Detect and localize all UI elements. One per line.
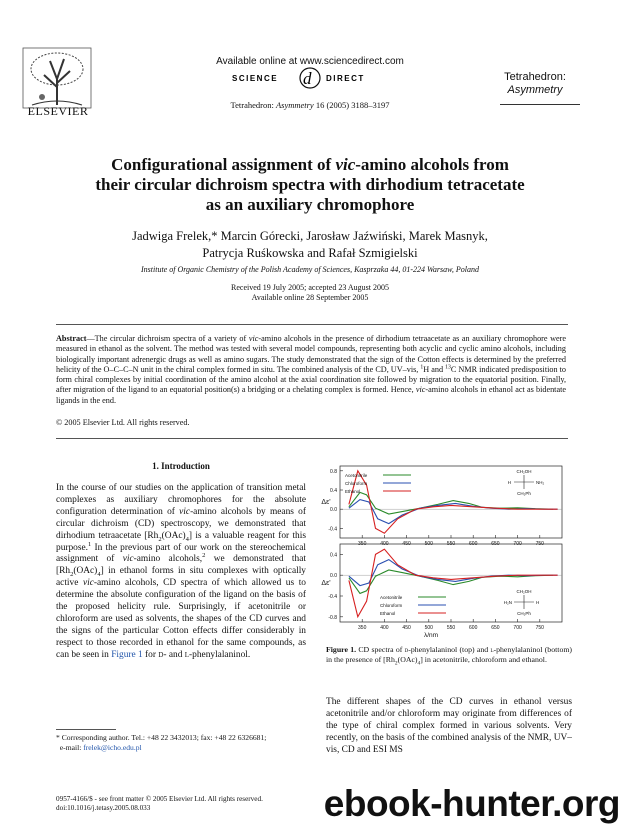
article-dates: Received 19 July 2005; accepted 23 August 2005 Available online 28 September 2005 [231,283,389,302]
sciencedirect-logo [230,66,390,90]
struct-top-group: CH₂OH [516,469,532,474]
article-title: Configurational assignment of vic-amino alcohols from their circular dichroism spectra with dirhodium tetracetate as an auxiliary chromophore [95,155,525,214]
x-tick-label: 500 [424,541,433,547]
x-tick-label: 400 [380,625,389,631]
y-tick-label: 0.4 [330,552,337,559]
publisher-name: ELSEVIER [27,104,89,118]
abstract-bottom-rule [56,438,568,439]
footnote-rule [56,729,116,730]
x-tick-label: 350 [358,625,367,631]
x-tick-label: 750 [535,541,544,547]
struct-bottom-group: CH₂Ph [517,491,531,496]
introduction-paragraph: In the course of our studies on the application of transition metal complexes as auxiliary chromophores for the absolute configuration determination of vic-amino alcohols by means of circular dichroism (CD) spectroscopy, we demonstrated that dirhodium tetraacetate $[Rh_2(OAc)_4]$ is a valuable reagent for this purpose.$^1$ In the previous part of our work on the stereochemical assignment of vic-amino alcohols,$^2$ we demonstrated that $[Rh_2(OAc)_4]$ in ethanol forms in situ complexes with optically active vic-amino alcohols, CD spectra of which allowed us to determine the absolute configuration of the ligand on the basis of the proposed helicity rule. Surprisingly, if acetonitrile or chloroform are used as solvents, the shapes of the CD curves and the signs of the particular Cotton effects differ considerably in respect to those recorded in ethanol for the same compounds, as can be seen in Figure 1 for d- and l-phenylalaninol. [56,483,306,660]
figure-1-link[interactable]: Figure 1 [111,649,143,660]
plot-frame [340,466,562,538]
x-tick-label: 650 [491,541,500,547]
x-tick-label: 450 [402,625,411,631]
y-tick-label: 0.8 [330,468,337,475]
y-tick-label: -0.8 [328,614,337,621]
y-tick-label: -0.4 [328,526,337,533]
struct-top-group: CH₂OH [516,589,532,594]
x-tick-label: 600 [469,625,478,631]
series-line-chloroform [349,500,558,524]
x-tick-label: 750 [535,625,544,631]
x-tick-label: 600 [469,541,478,547]
figure-caption: Figure 1. CD spectra of d-phenylalaninol (top) and l-phenylalaninol (bottom) in the presence of $[Rh_2(OAc)_4]$ in acetonitrile, chloroform and ethanol. [326,645,572,667]
x-tick-label: 500 [424,625,433,631]
author-list: Jadwiga Frelek,* Marcin Górecki, Jarosław Jaźwiński, Marek Masnyk, Patrycja Ruśkowska and Rafał Szmigielski [132,229,488,260]
x-tick-label: 650 [491,625,500,631]
svg-text:d: d [303,69,312,88]
struct-right-group: NH₂ [536,480,545,485]
cd-spectrum-l-phenylalaninol [320,540,570,640]
sd-left-text: SCIENCE [232,74,279,83]
available-online: Available online at www.sciencedirect.com [216,56,404,67]
journal-divider [500,104,580,105]
sd-right-text: DIRECT [326,74,365,83]
author-email-link[interactable]: frelek@icho.edu.pl [83,742,142,752]
x-tick-label: 550 [446,625,456,631]
x-tick-label: 350 [358,541,367,547]
y-axis-label: Δε' [321,499,331,506]
legend-label: Chloroform [380,603,403,608]
x-tick-label: 400 [380,541,389,547]
front-matter: 0957-4166/$ - see front matter © 2005 Elsevier Ltd. All rights reserved. doi:10.1016/j.tetasy.2005.08.033 [56,795,263,812]
x-axis-label: λ/nm [423,632,439,639]
struct-right-group: H [536,600,540,605]
y-tick-label: 0.0 [330,573,337,580]
legend-label: Ethanol [380,611,396,616]
abstract-top-rule [56,324,568,325]
struct-bottom-group: CH₂Ph [517,611,531,616]
y-tick-label: -0.4 [328,594,337,600]
affiliation: Institute of Organic Chemistry of the Polish Academy of Sciences, Kasprzaka 44, 01-224 Warsaw, Poland [141,265,479,274]
legend-label: Acetonitrile [345,473,368,478]
citation-line: Tetrahedron: Asymmetry 16 (2005) 3188–3197 [230,100,390,110]
y-axis-label: Δε' [321,580,331,587]
journal-name: Tetrahedron: Asymmetry [504,71,566,96]
y-tick-label: 0.0 [330,507,337,514]
x-tick-label: 450 [402,541,411,547]
copyright-line: © 2005 Elsevier Ltd. All rights reserved. [56,418,190,427]
x-tick-label: 700 [513,541,522,547]
legend-label: Chloroform [345,481,368,486]
series-line-chloroform [349,560,558,586]
y-tick-label: 0.4 [330,488,337,494]
struct-left-group: H [507,480,511,485]
x-tick-label: 700 [513,625,522,631]
right-column-paragraph: The different shapes of the CD curves in ethanol versus acetonitrile and/or chloroform may originate from differences of the type of chiral complex formed in various solvents. Very recently, on the basis of the combined analysis of the NMR, UV–vis, CD and ESI MS [326,697,572,755]
series-line-ethanol [349,471,558,533]
x-tick-label: 550 [446,541,456,547]
corresponding-author-footnote: * Corresponding author. Tel.: +48 22 3432013; fax: +48 22 6326681; e-mail: frelek@icho.edu.pl [56,733,267,752]
legend-label: Ethanol [345,489,361,494]
legend-label: Acetonitrile [380,595,403,600]
struct-left-group: H₂N [503,600,512,605]
watermark: ebook-hunter.org [323,783,620,824]
section-heading: 1. Introduction [152,461,210,471]
abstract: Abstract—The circular dichroism spectra of a variety of vic-amino alcohols in the presence of dirhodium tetraacetate as an auxiliary chromophore were measured in ethanol as the solvent. The method was tested with several model compounds, representing both acyclic and cyclic amino alcohols, including biologically important adrenergic drugs as well as amino sugars. The study demonstrated that the sign of the Cotton effects is determined by the preferred helicity of the O–C–C–N unit in the chiral complex formed in situ. The combined analysis of the CD, UV–vis, $^1$H and $^{13}$C NMR indicated predisposition to form chiral complexes by initial coordination of the amino alcohol at the axial coordination site followed by migration to the equatorial position. Finally, after migration of the ligand to an equatorial position(s) a bridging or a chelating complex is formed. Hence, vic-amino alcohols in ethanol act as bidentate ligands in the end. [56,334,567,405]
